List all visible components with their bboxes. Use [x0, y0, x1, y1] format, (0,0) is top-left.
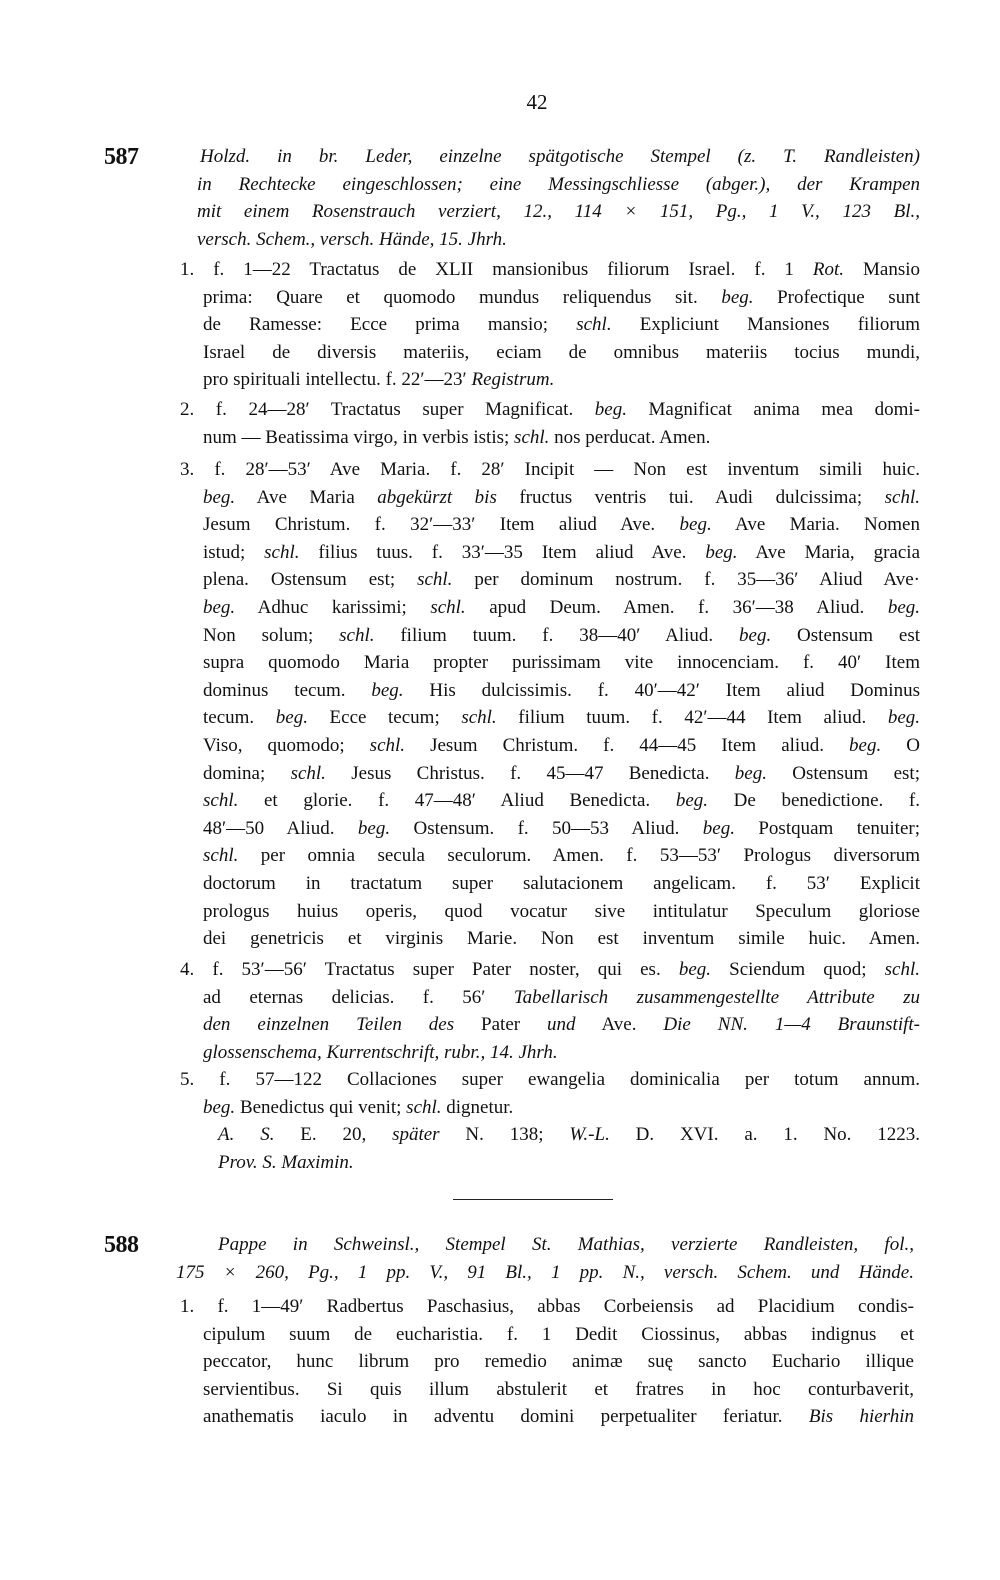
text: N. 138;: [439, 1124, 570, 1145]
text: dignetur.: [441, 1096, 514, 1118]
text: 1. f. 1—49′ Radbertus Paschasius, abbas Corbeiensis ad Placidium condis-: [180, 1296, 914, 1317]
text: Israel de diversis materiis, eciam de omnibus materiis tocius mundi,: [203, 341, 920, 363]
text-line: [203, 815, 920, 843]
text: Magnificat anima mea domi-: [626, 399, 920, 420]
text-line: [203, 484, 920, 512]
italic-text: beg.: [887, 596, 920, 618]
italic-text: Holzd. in br. Leder, einzelne spätgotische Stempel (z. T. Randleisten): [200, 146, 920, 167]
text: fructus ventris tui. Audi dulcissima;: [496, 486, 885, 508]
text: peccator, hunc librum pro remedio animæ suę sancto Euchario illique: [203, 1351, 914, 1373]
text: His dulcissimis. f. 40′—42′ Item aliud Dominus: [403, 679, 920, 701]
italic-text: Bis hierhin: [808, 1406, 914, 1428]
text: Jesum Christum. f. 32′—33′ Item aliud Ave.: [203, 514, 680, 536]
italic-text: A. S.: [218, 1124, 275, 1145]
text: Ave.: [575, 1014, 664, 1036]
text-line: [180, 256, 920, 284]
italic-text: schl.: [576, 314, 612, 336]
text-line: [203, 424, 920, 452]
text-line: [203, 787, 920, 815]
italic-text: schl.: [884, 959, 920, 980]
text: dominus tecum.: [203, 679, 372, 701]
text: Ave Maria. Nomen: [711, 514, 920, 536]
italic-text: glossenschema, Kurrentschrift, rubr., 14. Jhrh.: [203, 1041, 558, 1063]
text: doctorum in tractatum super salutacionem angelicam. f. 53′ Explicit: [203, 872, 920, 894]
italic-text: beg.: [371, 679, 404, 701]
text: de Ramesse: Ecce prima mansio;: [203, 314, 577, 336]
text-line: [203, 511, 920, 539]
text-line: [203, 732, 920, 760]
text-line: [176, 1259, 914, 1287]
italic-text: 175 × 260, Pg., 1 pp. V., 91 Bl., 1 pp. N., versch. Schem. und Hände.: [176, 1261, 914, 1283]
text: filium tuum. f. 38—40′ Aliud.: [374, 624, 740, 646]
text-line: [180, 456, 920, 484]
italic-text: beg.: [679, 514, 712, 536]
italic-text: in Rechtecke eingeschlossen; eine Messingschliesse (abger.), der Krampen: [197, 173, 920, 195]
text: E. 20,: [274, 1124, 393, 1145]
page-number: 42: [526, 90, 548, 114]
text-line: [203, 1094, 920, 1122]
italic-text: beg.: [739, 624, 772, 646]
text-line: [203, 539, 920, 567]
italic-text: Pappe in Schweinsl., Stempel St. Mathias, verzierte Randleisten, fol.,: [218, 1234, 914, 1255]
text-line: [203, 594, 920, 622]
text: Ostensum. f. 50—53 Aliud.: [390, 817, 703, 839]
text: filius tuus. f. 33′—35 Item aliud Ave.: [299, 541, 706, 563]
entry-587-manuscript-description: [0, 143, 1000, 253]
text: cipulum suum de eucharistia. f. 1 Dedit Ciossinus, abbas indignus et: [203, 1323, 914, 1345]
text-line: [197, 171, 920, 199]
text-line: [203, 870, 920, 898]
text: Sciendum quod;: [711, 959, 885, 980]
text: pro spirituali intellectu. f. 22′—23′: [203, 369, 472, 391]
text-line: [197, 198, 920, 226]
text: O: [881, 734, 920, 756]
italic-text: beg.: [357, 817, 391, 839]
italic-text: beg.: [734, 762, 767, 784]
text-line: [203, 984, 920, 1012]
italic-text: Die NN. 1—4 Braunstift-: [663, 1014, 920, 1036]
text: 5. f. 57—122 Collaciones super ewangelia dominicalia per totum annum.: [180, 1069, 920, 1090]
text-line: [203, 339, 920, 367]
italic-text: und: [547, 1014, 576, 1036]
italic-text: später: [392, 1124, 440, 1145]
entry-number-587: 587: [104, 144, 139, 170]
entry-588-content-item-1: [0, 1293, 1000, 1431]
text: Non solum;: [203, 624, 340, 646]
entry-587-content-item-5: [0, 1066, 1000, 1121]
text: prologus huius operis, quod vocatur sive intitulatur Speculum gloriose: [203, 900, 920, 922]
text-line: [203, 1011, 920, 1039]
text: per dominum nostrum. f. 35—36′ Aliud Ave·: [452, 569, 920, 591]
text-line: [218, 1231, 914, 1259]
italic-text: Registrum.: [471, 369, 555, 391]
italic-text: schl.: [514, 426, 550, 448]
italic-text: beg.: [594, 399, 627, 420]
italic-text: beg.: [275, 707, 308, 729]
text: Pater: [454, 1014, 548, 1036]
entry-587-content-item-4: [0, 956, 1000, 1066]
italic-text: schl.: [339, 624, 375, 646]
text: plena. Ostensum est;: [203, 569, 418, 591]
section-divider: [453, 1199, 613, 1200]
text-line: [203, 1348, 914, 1376]
text-line: [218, 1149, 920, 1177]
text: Ave Maria, gracia: [737, 541, 921, 563]
text: Adhuc karissimi;: [235, 596, 431, 618]
text-line: [203, 311, 920, 339]
text: 48′—50 Aliud.: [203, 817, 358, 839]
text-line: [203, 1403, 914, 1431]
italic-text: beg.: [705, 541, 738, 563]
entry-587-content-item-3: [0, 456, 1000, 953]
italic-text: schl.: [203, 790, 239, 812]
text: et glorie. f. 47—48′ Aliud Benedicta.: [238, 790, 676, 812]
text-line: [203, 366, 920, 394]
text: tecum.: [203, 707, 276, 729]
text: servientibus. Si quis illum abstulerit et fratres in hoc conturbaverit,: [203, 1378, 914, 1400]
italic-text: schl.: [264, 541, 300, 563]
entry-587-content-item-1: [0, 256, 1000, 394]
text: supra quomodo Maria propter purissimam vite innocenciam. f. 40′ Item: [203, 652, 920, 674]
text-line: [203, 284, 920, 312]
italic-text: schl.: [369, 734, 406, 756]
italic-text: schl.: [430, 596, 466, 618]
text-line: [180, 956, 920, 984]
italic-text: Prov. S. Maximin.: [218, 1151, 354, 1173]
text-line: [203, 925, 920, 953]
text-line: [203, 677, 920, 705]
text: De benedictione. f.: [708, 790, 920, 812]
italic-text: schl.: [290, 762, 326, 784]
text-line: [200, 143, 920, 171]
text: Ave Maria: [235, 486, 378, 508]
italic-text: Tabellarisch zusammengestellte Attribute zu: [513, 986, 921, 1008]
text-line: [197, 226, 920, 254]
text: Ostensum est;: [766, 762, 920, 784]
text: nos perducat. Amen.: [549, 426, 711, 448]
text: 1. f. 1—22 Tractatus de XLII mansionibus filiorum Israel. f. 1: [180, 259, 813, 280]
text-line: [203, 760, 920, 788]
text: 4. f. 53′—56′ Tractatus super Pater noster, qui es.: [180, 959, 679, 980]
text-line: [203, 1039, 920, 1067]
text: filium tuum. f. 42′—44 Item aliud.: [496, 707, 888, 729]
italic-text: schl.: [417, 569, 453, 591]
italic-text: Rot.: [812, 259, 845, 280]
text: Jesum Christum. f. 44—45 Item aliud.: [405, 734, 850, 756]
text: Profectique sunt: [753, 286, 920, 308]
italic-text: beg.: [203, 486, 236, 508]
italic-text: den einzelnen Teilen des: [203, 1014, 455, 1036]
text-line: [203, 649, 920, 677]
text-line: [203, 1321, 914, 1349]
italic-text: schl.: [406, 1096, 442, 1118]
text-line: [203, 898, 920, 926]
text: Postquam tenuiter;: [734, 817, 921, 839]
text: prima: Quare et quomodo mundus reliquendus sit.: [203, 286, 722, 308]
text: D. XVI. a. 1. No. 1223.: [609, 1124, 920, 1145]
text: Mansio: [844, 259, 920, 280]
entry-number-588: 588: [104, 1232, 139, 1258]
italic-text: schl.: [884, 486, 920, 508]
entry-588-manuscript-description: [0, 1231, 1000, 1286]
text-line: [180, 1293, 914, 1321]
text: Benedictus qui venit;: [235, 1096, 407, 1118]
italic-text: abgekürzt bis: [377, 486, 497, 508]
text-line: [203, 704, 920, 732]
italic-text: mit einem Rosenstrauch verziert, 12., 114 × 151, Pg., 1 V., 123 Bl.,: [197, 201, 920, 223]
italic-text: beg.: [203, 1096, 236, 1118]
italic-text: beg.: [702, 817, 735, 839]
text: ad eternas delicias. f. 56′: [203, 986, 514, 1008]
italic-text: W.-L.: [569, 1124, 610, 1145]
text-line: [203, 622, 920, 650]
entry-587-provenance-note: [0, 1121, 1000, 1176]
text: Viso, quomodo;: [203, 734, 370, 756]
text: apud Deum. Amen. f. 36′—38 Aliud.: [465, 596, 888, 618]
text: 2. f. 24—28′ Tractatus super Magnificat.: [180, 399, 595, 420]
text: domina;: [203, 762, 291, 784]
italic-text: schl.: [461, 707, 497, 729]
italic-text: versch. Schem., versch. Hände, 15. Jhrh.: [197, 228, 507, 250]
text-line: [180, 1066, 920, 1094]
italic-text: beg.: [678, 959, 712, 980]
entry-587-content-item-2: [0, 396, 1000, 451]
text-line: [218, 1121, 920, 1149]
text-line: [203, 842, 920, 870]
text: dei genetricis et virginis Marie. Non est inventum simile huic. Amen.: [203, 928, 920, 950]
text-line: [203, 566, 920, 594]
text-line: [180, 396, 920, 424]
text: Expliciunt Mansiones filiorum: [611, 314, 920, 336]
text: num — Beatissima virgo, in verbis istis;: [203, 426, 515, 448]
text: Ecce tecum;: [307, 707, 462, 729]
text: per omnia secula seculorum. Amen. f. 53—53′ Prologus diversorum: [238, 845, 920, 867]
italic-text: beg.: [203, 596, 236, 618]
italic-text: beg.: [675, 790, 708, 812]
text: anathematis iaculo in adventu domini perpetualiter feriatur.: [203, 1406, 809, 1428]
text: 3. f. 28′—53′ Ave Maria. f. 28′ Incipit — Non est inventum simili huic.: [180, 459, 920, 480]
italic-text: schl.: [203, 845, 239, 867]
italic-text: beg.: [887, 707, 920, 729]
text-line: [203, 1376, 914, 1404]
text: Jesus Christus. f. 45—47 Benedicta.: [325, 762, 735, 784]
text: istud;: [203, 541, 265, 563]
text: Ostensum est: [771, 624, 921, 646]
italic-text: beg.: [849, 734, 882, 756]
italic-text: beg.: [721, 286, 754, 308]
